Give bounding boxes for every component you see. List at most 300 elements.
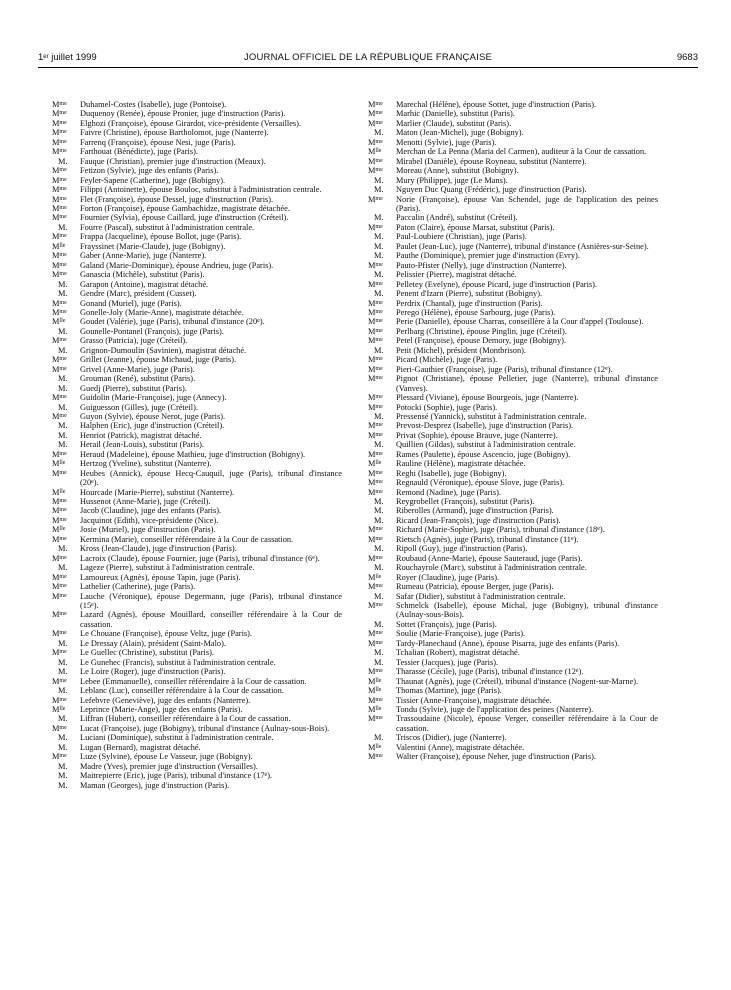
honorific: M. xyxy=(374,289,384,299)
list-item xyxy=(368,299,658,308)
list-item xyxy=(52,412,342,421)
list-item xyxy=(52,582,342,591)
entry-text: Petit (Michel), président (Montbrison). xyxy=(396,345,527,355)
list-item xyxy=(52,724,342,733)
entry-text: Gendre (Marc), président (Cusset). xyxy=(80,289,197,299)
entry-text: Rames (Paulette), épouse Ascencio, juge (Bobigny). xyxy=(396,449,571,459)
honorific: $M^{me}$ xyxy=(52,232,67,242)
list-item xyxy=(52,299,342,308)
honorific: M. xyxy=(374,345,384,355)
entry-text: Merchan de La Penna (Maria del Carmen), auditeur à la Cour de cassation. xyxy=(396,147,647,157)
list-item xyxy=(368,488,658,497)
honorific: $M^{me}$ xyxy=(368,553,383,563)
honorific: $M^{me}$ xyxy=(52,128,67,138)
honorific: $M^{me}$ xyxy=(368,260,383,270)
honorific: M. xyxy=(374,544,384,554)
entry-text: Fourre (Pascal), substitut à l'administration centrale. xyxy=(80,222,255,232)
entry-text: Grivel (Anne-Marie), juge (Paris). xyxy=(80,364,195,374)
honorific: $M^{me}$ xyxy=(52,591,67,601)
entry-text: Duhamel-Costes (Isabelle), juge (Pontoise). xyxy=(80,100,227,109)
entry-text: Perlbarg (Christine), épouse Pinglin, juge (Créteil). xyxy=(396,326,567,336)
entry-text: Safar (Didier), substitut à l'administration centrale. xyxy=(396,591,566,601)
list-item xyxy=(368,365,658,374)
entry-text: Reygrobellet (François), substitut (Paris). xyxy=(396,497,535,507)
list-item xyxy=(368,157,658,166)
entry-text: Henriot (Patrick), magistrat détaché. xyxy=(80,430,202,440)
honorific: M. xyxy=(58,761,68,771)
honorific: M. xyxy=(374,185,384,195)
entry-text: Tessier (Jacques), juge (Paris). xyxy=(396,657,499,667)
list-item xyxy=(52,544,342,553)
entry-text: Perego (Hélène), épouse Sarbourg, juge (Paris). xyxy=(396,307,556,317)
honorific: $M^{me}$ xyxy=(52,610,67,620)
honorific: M. xyxy=(374,128,384,138)
honorific: $M^{me}$ xyxy=(52,572,67,582)
entry-text: Hertzog (Yveline), substitut (Nanterre). xyxy=(80,459,212,469)
list-item xyxy=(52,138,342,147)
honorific: M. xyxy=(58,563,68,573)
entry-text: Leblanc (Luc), conseiller référendaire à la Cour de cassation. xyxy=(80,686,284,696)
list-item xyxy=(52,308,342,317)
honorific: M. xyxy=(58,383,68,393)
honorific: $M^{me}$ xyxy=(368,355,383,365)
entry-text: Regnauld (Véronique), épouse Slove, juge (Paris). xyxy=(396,478,565,488)
honorific: $M^{me}$ xyxy=(52,270,67,280)
entry-text: Guedj (Pierre), substitut (Paris). xyxy=(80,383,187,393)
list-item xyxy=(368,696,658,705)
list-item xyxy=(368,478,658,487)
list-item xyxy=(52,109,342,118)
honorific: $M^{lle}$ xyxy=(368,147,382,157)
entry-text: Guiguesson (Gilles), juge (Créteil). xyxy=(80,402,198,412)
list-item xyxy=(368,431,658,440)
list-item xyxy=(368,506,658,515)
list-item xyxy=(52,176,342,185)
entry-text: Lamoureux (Agnès), épouse Tapin, juge (Paris). xyxy=(80,572,241,582)
honorific: $M^{lle}$ xyxy=(52,487,66,497)
honorific: M. xyxy=(58,780,68,790)
entry-text: Sottet (François), juge (Paris). xyxy=(396,619,497,629)
honorific: $M^{me}$ xyxy=(368,478,383,488)
list-item xyxy=(368,752,658,761)
list-item xyxy=(52,336,342,345)
entry-text: Herail (Jean-Louis), substitut (Paris). xyxy=(80,440,204,450)
honorific: $M^{me}$ xyxy=(368,194,383,204)
entry-text: Goudet (Valérie), juge (Paris), tribunal d'instance (20e). xyxy=(80,317,265,327)
list-item xyxy=(368,497,658,506)
list-item xyxy=(368,686,658,695)
honorific: $M^{me}$ xyxy=(368,307,383,317)
list-item xyxy=(368,109,658,118)
honorific: M. xyxy=(374,440,384,450)
list-item xyxy=(52,289,342,298)
list-item xyxy=(52,733,342,742)
entry-text: Frappa (Jacqueline), épouse Bollot, juge (Paris). xyxy=(80,232,242,242)
honorific: $M^{me}$ xyxy=(52,260,67,270)
honorific: M. xyxy=(374,657,384,667)
list-item xyxy=(52,100,342,109)
honorific: $M^{me}$ xyxy=(368,638,383,648)
entry-text: Grillet (Jeanne), épouse Michaud, juge (Paris). xyxy=(80,355,237,365)
list-item xyxy=(368,601,658,620)
list-item xyxy=(52,393,342,402)
entry-text: Tharasse (Cécile), juge (Paris), tribunal d'instance (12e). xyxy=(396,667,584,677)
entry-text: Picard (Michèle), juge (Paris). xyxy=(396,355,498,365)
page-number: 9683 xyxy=(676,52,698,63)
entry-text: Plessard (Viviane), épouse Bourgeois, juge (Nanterre). xyxy=(396,393,579,403)
honorific: $M^{me}$ xyxy=(368,137,383,147)
list-item xyxy=(52,629,342,638)
entry-text: Penent d'Izarn (Pierre), substitut (Bobigny). xyxy=(396,289,543,299)
entry-text: Madre (Yves), premier juge d'instruction (Versailles). xyxy=(80,761,258,771)
list-item xyxy=(52,714,342,723)
honorific: M. xyxy=(58,222,68,232)
entry-text: Potocki (Sophie), juge (Paris). xyxy=(396,402,498,412)
honorific: $M^{me}$ xyxy=(52,629,67,639)
entry-text: Fauque (Christian), premier juge d'instruction (Meaux). xyxy=(80,156,266,166)
entry-text: Hourcade (Marie-Pierre), substitut (Nanterre). xyxy=(80,487,235,497)
honorific: $M^{me}$ xyxy=(368,430,383,440)
entry-text: Le Guellec (Christine), substitut (Paris). xyxy=(80,648,214,658)
honorific: M. xyxy=(374,270,384,280)
entry-text: Moreau (Anne), substitut (Bobigny). xyxy=(396,166,519,176)
list-item xyxy=(52,516,342,525)
honorific: M. xyxy=(374,733,384,743)
entry-text: Grasso (Patricia), juge (Créteil). xyxy=(80,336,188,346)
list-item xyxy=(368,573,658,582)
honorific: $M^{me}$ xyxy=(52,515,67,525)
list-item xyxy=(52,374,342,383)
list-item xyxy=(368,289,658,298)
honorific: M. xyxy=(58,667,68,677)
entry-text: Grignon-Dumoulin (Savinien), magistrat détaché. xyxy=(80,345,247,355)
entry-text: Garapon (Antoine), magistrat détaché. xyxy=(80,279,209,289)
honorific: $M^{me}$ xyxy=(52,553,67,563)
left-column xyxy=(52,100,342,790)
entry-text: Luze (Sylvine), épouse Le Vasseur, juge (Bobigny). xyxy=(80,752,253,762)
list-item xyxy=(368,733,658,742)
entry-text: Farrenq (Françoise), épouse Nesi, juge (Paris). xyxy=(80,137,236,147)
honorific: M. xyxy=(58,279,68,289)
honorific: $M^{me}$ xyxy=(52,109,67,119)
honorific: $M^{me}$ xyxy=(368,100,383,109)
honorific: $M^{me}$ xyxy=(368,118,383,128)
entry-text: Fournier (Sylvia), épouse Caillard, juge d'instruction (Créteil). xyxy=(80,213,289,223)
list-item xyxy=(52,119,342,128)
entry-text: Farthouat (Bénédicte), juge (Paris). xyxy=(80,147,198,157)
entry-text: Prevost-Desprez (Isabelle), juge d'instruction (Paris). xyxy=(396,421,574,431)
list-item xyxy=(368,336,658,345)
list-item xyxy=(52,195,342,204)
list-item xyxy=(368,639,658,648)
list-item xyxy=(368,705,658,714)
honorific: $M^{me}$ xyxy=(368,601,383,611)
entry-text: Kross (Jean-Claude), juge d'instruction (Paris). xyxy=(80,544,237,554)
honorific: $M^{me}$ xyxy=(52,355,67,365)
entry-text: Gaber (Anne-Marie), juge (Nanterre). xyxy=(80,251,207,261)
entry-text: Duquenoy (Renée), épouse Pronier, juge d'instruction (Paris). xyxy=(80,109,286,119)
list-item xyxy=(52,384,342,393)
entry-text: Lathelier (Catherine), juge (Paris). xyxy=(80,582,196,592)
list-item xyxy=(52,752,342,761)
honorific: $M^{lle}$ xyxy=(52,317,66,327)
honorific: $M^{me}$ xyxy=(52,411,67,421)
list-item xyxy=(52,440,342,449)
entry-text: Menotti (Sylvie), juge (Paris). xyxy=(396,137,497,147)
list-item xyxy=(368,242,658,251)
list-item xyxy=(52,403,342,412)
entry-text: Liffran (Hubert), conseiller référendaire à la Cour de cassation. xyxy=(80,714,291,724)
entry-text: Petel (Françoise), épouse Demory, juge (Bobigny). xyxy=(396,336,566,346)
honorific: M. xyxy=(374,175,384,185)
list-item xyxy=(52,535,342,544)
entry-text: Maton (Jean-Michel), juge (Bobigny). xyxy=(396,128,524,138)
list-item xyxy=(368,412,658,421)
journal-title: JOURNAL OFFICIEL DE LA RÉPUBLIQUE FRANÇAISE xyxy=(243,52,493,63)
entry-text: Pignot (Christiane), épouse Pelletier, juge (Nanterre), tribunal d'instance (Vanves). xyxy=(396,374,658,393)
entry-text: Lauche (Véronique), épouse Degermann, juge (Paris), tribunal d'instance (15e). xyxy=(80,591,342,611)
honorific: M. xyxy=(58,402,68,412)
entry-text: Feyler-Sapene (Catherine), juge (Bobigny). xyxy=(80,175,226,185)
honorific: $M^{me}$ xyxy=(52,506,67,516)
entry-text: Perie (Danielle), épouse Charras, conseillère à la Cour d'appel (Toulouse). xyxy=(396,317,644,327)
list-item xyxy=(52,771,342,780)
honorific: M. xyxy=(374,251,384,261)
entry-text: Kermina (Marie), conseiller référendaire à la Cour de cassation. xyxy=(80,534,294,544)
list-item xyxy=(52,232,342,241)
honorific: M. xyxy=(58,440,68,450)
entry-text: Paul-Loubiere (Christian), juge (Paris). xyxy=(396,232,527,242)
honorific: $M^{me}$ xyxy=(52,203,67,213)
entry-text: Hussenot (Anne-Marie), juge (Créteil). xyxy=(80,497,211,507)
list-item xyxy=(52,525,342,534)
list-item xyxy=(368,563,658,572)
list-item xyxy=(52,658,342,667)
entry-text: Nguyen Duc Quang (Frédéric), juge d'instruction (Paris). xyxy=(396,185,587,195)
honorific: M. xyxy=(58,374,68,384)
honorific: M. xyxy=(58,771,68,781)
entry-text: Trassoudaine (Nicole), épouse Verger, conseiller référendaire à la Cour de cassation. xyxy=(396,714,658,733)
honorific: M. xyxy=(374,648,384,658)
entry-text: Marechal (Hélène), épouse Sottet, juge d'instruction (Paris). xyxy=(396,100,597,109)
entry-text: Lucat (Françoise), juge (Bobigny), tribunal d'instance (Aulnay-sous-Bois). xyxy=(80,723,330,733)
list-item xyxy=(52,157,342,166)
honorific: M. xyxy=(374,506,384,516)
entry-text: Valentini (Anne), magistrate détachée. xyxy=(396,742,525,752)
list-item xyxy=(368,582,658,591)
entry-text: Remond (Nadine), juge (Paris). xyxy=(396,487,501,497)
list-item xyxy=(368,743,658,752)
list-item xyxy=(52,213,342,222)
honorific: $M^{me}$ xyxy=(368,667,383,677)
entry-text: Perdrix (Chantal), juge d'instruction (Paris). xyxy=(396,298,543,308)
honorific: $M^{me}$ xyxy=(52,175,67,185)
list-item xyxy=(368,251,658,260)
entry-text: Marlier (Claude), substitut (Paris). xyxy=(396,118,512,128)
list-item xyxy=(52,223,342,232)
list-item xyxy=(368,629,658,638)
issue-date: 1er juillet 1999 xyxy=(38,52,97,63)
honorific: M. xyxy=(58,638,68,648)
list-item xyxy=(368,308,658,317)
entry-text: Maman (Georges), juge d'instruction (Paris). xyxy=(80,780,230,790)
entry-text: Riberolles (Armand), juge d'instruction (Paris). xyxy=(396,506,554,516)
entry-text: Lefebvre (Geneviève), juge des enfants (Nanterre). xyxy=(80,695,251,705)
entry-text: Filippi (Antoinette), épouse Bouloc, substitut à l'administration centrale. xyxy=(80,185,322,195)
honorific: M. xyxy=(58,289,68,299)
honorific: M. xyxy=(58,156,68,166)
entry-text: Le Loire (Roger), juge d'instruction (Paris). xyxy=(80,667,226,677)
list-item xyxy=(52,251,342,260)
entry-text: Triscos (Didier), juge (Nanterre). xyxy=(396,733,507,743)
list-item xyxy=(368,516,658,525)
list-item xyxy=(52,554,342,563)
entry-text: Marhic (Danielle), substitut (Paris). xyxy=(396,109,515,119)
list-item xyxy=(368,620,658,629)
list-item xyxy=(52,677,342,686)
list-item xyxy=(52,270,342,279)
list-item xyxy=(52,327,342,336)
list-item xyxy=(52,185,342,194)
honorific: $M^{me}$ xyxy=(52,449,67,459)
honorific: M. xyxy=(58,742,68,752)
entry-text: Jacquinot (Edith), vice-présidente (Nice). xyxy=(80,515,219,525)
header-rule xyxy=(38,67,698,68)
entry-text: Thomas (Martine), juge (Paris). xyxy=(396,686,502,696)
entry-text: Frayssinet (Marie-Claude), juge (Bobigny). xyxy=(80,241,226,251)
honorific: M. xyxy=(374,241,384,251)
honorific: M. xyxy=(374,515,384,525)
entry-text: Schmelck (Isabelle), épouse Michal, juge (Bobigny), tribunal d'instance (Aulnay-sous-Bois). xyxy=(396,601,658,620)
honorific: $M^{me}$ xyxy=(52,194,67,204)
entry-text: Ricard (Jean-François), juge d'instruction (Paris). xyxy=(396,515,561,525)
entry-text: Roubaud (Anne-Marie), épouse Sauteraud, juge (Paris). xyxy=(396,553,583,563)
honorific: M. xyxy=(58,421,68,431)
list-item xyxy=(52,469,342,488)
honorific: M. xyxy=(374,497,384,507)
list-item xyxy=(52,355,342,364)
honorific: $M^{me}$ xyxy=(368,317,383,327)
list-item xyxy=(368,261,658,270)
honorific: $M^{me}$ xyxy=(368,156,383,166)
honorific: $M^{me}$ xyxy=(368,695,383,705)
honorific: $M^{me}$ xyxy=(52,648,67,658)
honorific: $M^{me}$ xyxy=(52,676,67,686)
honorific: $M^{me}$ xyxy=(52,213,67,223)
honorific: $M^{lle}$ xyxy=(368,686,382,696)
honorific: $M^{me}$ xyxy=(52,582,67,592)
entry-text: Josie (Muriel), juge d'instruction (Paris). xyxy=(80,525,216,535)
list-item xyxy=(368,554,658,563)
entry-text: Tondu (Sylvie), juge de l'application des peines (Nanterre). xyxy=(396,705,594,714)
list-item xyxy=(52,431,342,440)
entry-text: Rietsch (Agnès), juge (Paris), tribunal d'instance (11e). xyxy=(396,534,579,544)
honorific: $M^{lle}$ xyxy=(368,705,382,714)
entry-text: Luciani (Dominique), substitut à l'administration centrale. xyxy=(80,733,274,743)
honorific: $M^{me}$ xyxy=(52,307,67,317)
honorific: M. xyxy=(374,213,384,223)
honorific: $M^{me}$ xyxy=(52,336,67,346)
honorific: $M^{me}$ xyxy=(52,695,67,705)
honorific: $M^{me}$ xyxy=(52,147,67,157)
list-item xyxy=(368,421,658,430)
entry-text: Faivre (Christine), épouse Bartholomot, juge (Nanterre). xyxy=(80,128,269,138)
list-item xyxy=(368,374,658,393)
entry-text: Heubes (Annick), épouse Hecq-Cauquil, juge (Paris), tribunal d'instance (20e). xyxy=(80,468,342,488)
list-item xyxy=(368,213,658,222)
list-item xyxy=(52,280,342,289)
honorific: $M^{me}$ xyxy=(52,393,67,403)
honorific: $M^{me}$ xyxy=(368,534,383,544)
entry-text: Lacroix (Claude), épouse Fournier, juge (Paris), tribunal d'instance (6e). xyxy=(80,553,320,563)
honorific: $M^{me}$ xyxy=(368,487,383,497)
entry-text: Rauline (Hélène), magistrate détachée. xyxy=(396,459,526,469)
entry-text: Fetizon (Sylvie), juge des enfants (Paris). xyxy=(80,166,219,176)
list-item xyxy=(368,544,658,553)
honorific: $M^{me}$ xyxy=(52,185,67,195)
list-item xyxy=(52,705,342,714)
entry-text: Royer (Claudine), juge (Paris). xyxy=(396,572,500,582)
entry-text: Ganascia (Michèle), substitut (Paris). xyxy=(80,270,205,280)
honorific: $M^{me}$ xyxy=(368,222,383,232)
list-item xyxy=(368,100,658,109)
list-item xyxy=(368,166,658,175)
entry-text: Pelissier (Pierre), magistrat détaché. xyxy=(396,270,517,280)
entry-text: Tchalian (Robert), magistrat détaché. xyxy=(396,648,520,658)
honorific: M. xyxy=(58,430,68,440)
list-item xyxy=(368,185,658,194)
honorific: $M^{lle}$ xyxy=(368,742,382,752)
list-item xyxy=(368,176,658,185)
honorific: $M^{lle}$ xyxy=(52,525,66,535)
list-item xyxy=(368,469,658,478)
honorific: $M^{me}$ xyxy=(368,752,383,762)
honorific: $M^{me}$ xyxy=(368,402,383,412)
honorific: M. xyxy=(58,657,68,667)
honorific: M. xyxy=(374,232,384,242)
entry-text: Richard (Marie-Sophie), juge (Paris), tribunal d'instance (18e). xyxy=(396,525,605,535)
honorific: $M^{me}$ xyxy=(52,118,67,128)
list-item xyxy=(52,497,342,506)
entry-text: Pressensé (Yannick), substitut à l'administration centrale. xyxy=(396,411,587,421)
list-item xyxy=(368,677,658,686)
page-header xyxy=(38,52,698,66)
entry-text: Grouman (René), substitut (Paris). xyxy=(80,374,196,384)
list-item xyxy=(368,658,658,667)
entry-text: Guidolin (Marie-Françoise), juge (Annecy). xyxy=(80,393,227,403)
entry-text: Pieri-Gauthier (Françoise), juge (Paris), tribunal d'instance (12e). xyxy=(396,364,613,374)
entry-text: Heraud (Madeleine), épouse Mathieu, juge d'instruction (Bobigny). xyxy=(80,449,306,459)
honorific: $M^{me}$ xyxy=(368,166,383,176)
honorific: $M^{me}$ xyxy=(368,714,383,724)
list-item xyxy=(52,743,342,752)
list-item xyxy=(52,147,342,156)
entry-text: Galand (Marie-Dominique), épouse Andrieu, juge (Paris). xyxy=(80,260,274,270)
list-item xyxy=(52,762,342,771)
list-item xyxy=(368,195,658,214)
list-item xyxy=(52,639,342,648)
honorific: $M^{me}$ xyxy=(368,393,383,403)
list-item xyxy=(52,421,342,430)
list-item xyxy=(52,261,342,270)
list-item xyxy=(368,393,658,402)
entry-text: Quillien (Gildas), substitut à l'administration centrale. xyxy=(396,440,576,450)
list-item xyxy=(52,573,342,582)
list-item xyxy=(368,232,658,241)
honorific: $M^{lle}$ xyxy=(52,241,66,251)
honorific: $M^{me}$ xyxy=(52,497,67,507)
honorific: M. xyxy=(374,563,384,573)
